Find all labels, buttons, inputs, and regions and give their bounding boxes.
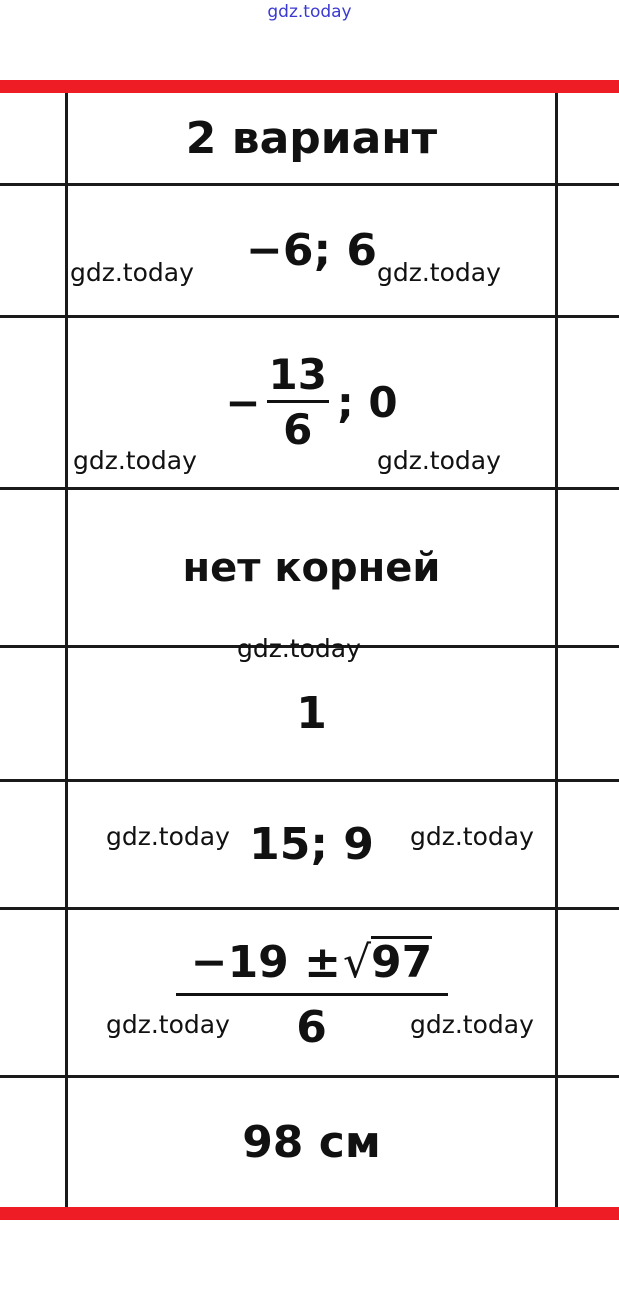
table-header: 2 вариант bbox=[185, 112, 438, 164]
fraction-numerator: 13 bbox=[268, 350, 327, 399]
root-fraction-numerator bbox=[191, 936, 433, 993]
answer-row-5: 15; 9 bbox=[249, 819, 374, 870]
answer-row-3: нет корней bbox=[182, 544, 441, 591]
minus-sign: − bbox=[225, 378, 261, 427]
root-fraction-denominator: 6 bbox=[296, 1001, 327, 1053]
watermark: gdz.today bbox=[106, 1010, 230, 1039]
fraction bbox=[265, 350, 331, 454]
watermark: gdz.today bbox=[70, 258, 194, 287]
watermark: gdz.today bbox=[410, 1010, 534, 1039]
answer-row-6 bbox=[68, 910, 555, 1075]
answer-row-4: 1 bbox=[296, 688, 327, 739]
radicand: 97 bbox=[371, 936, 433, 988]
watermark: gdz.today bbox=[237, 634, 361, 663]
numerator-prefix: −19 ± bbox=[190, 936, 341, 988]
watermark: gdz.today bbox=[377, 258, 501, 287]
fraction-denominator: 6 bbox=[283, 405, 313, 454]
fraction-expression bbox=[225, 350, 398, 454]
bottom-red-border bbox=[0, 1207, 619, 1220]
watermark: gdz.today bbox=[73, 446, 197, 475]
table-vertical-line-right bbox=[555, 93, 558, 1207]
fraction-suffix: ; 0 bbox=[337, 378, 398, 427]
top-watermark: gdz.today bbox=[267, 2, 352, 22]
top-red-border bbox=[0, 80, 619, 93]
watermark: gdz.today bbox=[410, 822, 534, 851]
answer-row-1: −6; 6 bbox=[245, 225, 377, 276]
watermark: gdz.today bbox=[377, 446, 501, 475]
answer-row-7: 98 см bbox=[242, 1117, 381, 1168]
sqrt-icon: √ bbox=[343, 936, 372, 988]
watermark: gdz.today bbox=[106, 822, 230, 851]
